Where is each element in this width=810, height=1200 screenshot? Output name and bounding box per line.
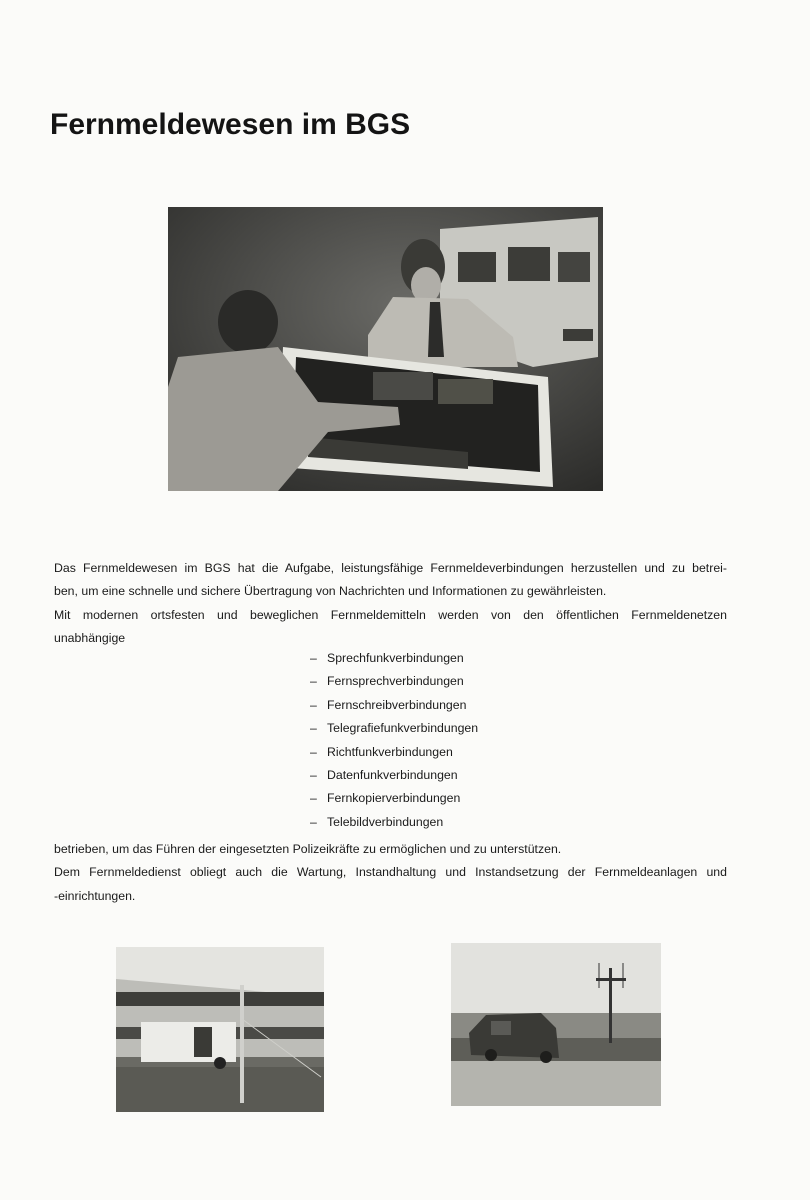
outro-line: betrieben, um das Führen der eingesetzten Polizeikräfte zu ermöglichen und zu unterstützen.	[54, 842, 562, 856]
dash-bullet: –	[310, 768, 317, 783]
list-item	[310, 647, 478, 670]
intro-line: Das Fernmeldewesen im BGS hat die Aufgabe, leistungsfähige Fernmeldeverbindungen herzustellen und zu betrei-	[54, 561, 727, 575]
list-item-label: Telegrafiefunkverbindungen	[327, 721, 479, 736]
truck-photo	[451, 943, 661, 1106]
list-item	[310, 741, 478, 764]
intro-line: Mit modernen ortsfesten und beweglichen Fernmeldemitteln werden von den öffentlichen Fernmeldenetzen	[54, 607, 727, 622]
radio-console-image	[168, 207, 603, 491]
list-item	[310, 764, 478, 787]
list-item-label: Fernschreibverbindungen	[327, 697, 467, 712]
outro-line: -einrichtungen.	[54, 888, 136, 903]
dash-bullet: –	[310, 721, 317, 736]
intro-line: ben, um eine schnelle und sichere Übertragung von Nachrichten und Informationen zu gewährleisten.	[54, 584, 607, 599]
communications-truck-image	[451, 943, 661, 1106]
list-item-label: Datenfunkverbindungen	[327, 768, 458, 783]
list-item	[310, 811, 478, 834]
page-title: Fernmeldewesen im BGS	[50, 108, 411, 141]
list-item-label: Sprechfunkverbindungen	[327, 651, 464, 665]
list-item-label: Fernsprechverbindungen	[327, 674, 464, 689]
list-item	[310, 694, 478, 717]
intro-line: unabhängige	[54, 631, 126, 646]
list-item-label: Fernkopierverbindungen	[327, 791, 461, 806]
list-item-label: Richtfunkverbindungen	[327, 744, 453, 759]
dash-bullet: –	[310, 651, 317, 665]
main-photo	[168, 207, 603, 491]
outro-paragraph	[54, 838, 727, 908]
intro-paragraph	[54, 557, 727, 651]
list-item	[310, 717, 478, 740]
list-item	[310, 670, 478, 693]
connection-types-list	[310, 647, 478, 834]
dash-bullet: –	[310, 674, 317, 689]
communications-van-image	[116, 947, 324, 1112]
outro-line: Dem Fernmeldedienst obliegt auch die Wartung, Instandhaltung und Instandsetzung der Fernmeldeanlagen und	[54, 865, 727, 880]
list-item	[310, 787, 478, 810]
dash-bullet: –	[310, 744, 317, 759]
dash-bullet: –	[310, 814, 317, 829]
van-photo	[116, 947, 324, 1112]
dash-bullet: –	[310, 791, 317, 806]
dash-bullet: –	[310, 697, 317, 712]
list-item-label: Telebildverbindungen	[327, 814, 444, 829]
